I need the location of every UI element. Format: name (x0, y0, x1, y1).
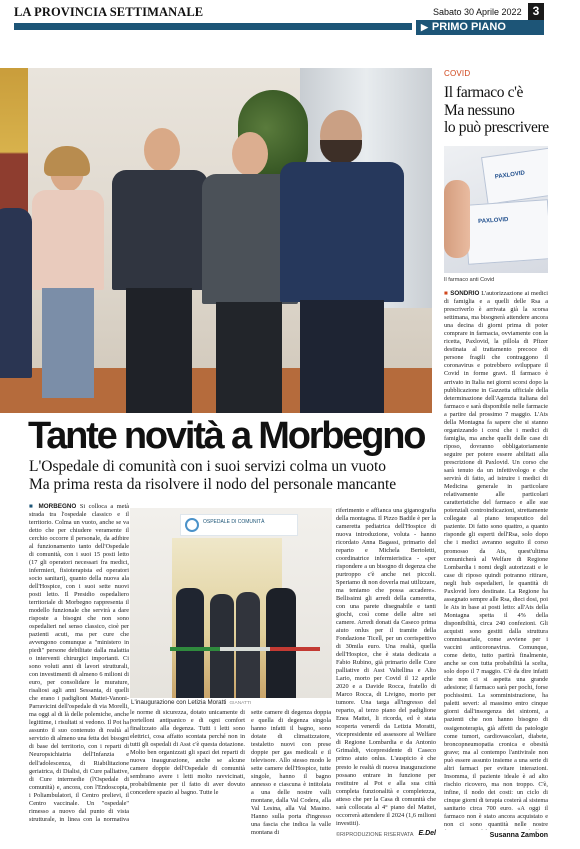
article-column-1 (29, 503, 129, 823)
article-column-4: riferimento e affianca una giganografia della montagna. Il Pizzo Badile è per la cameretta pediatrica dell'Hospice di nuova introduzione, voluta - hanno ricordato Anna Bagassi, primario del reparto e Michela Bertoletti, coordinatrice infermieristica - «per rispondere a un bisogno di degenza che purtroppo c'è anche nei piccoli. Speriamo di non doverla mai utilizzare, ma teniamo che possa accadere». Bellissimi gli arredi della cameretta, con una parete disegnabile e tanti giochi, così come delle altre sei camere. Arredi donati da Caseco prima aiuto onlus per il tramite della Fondazione Ticell, per un corrispettivo di 30mila euro. Una realtà, quella dell'Hospice, che è stata dedicata a Fabio Rubino, già primario delle Cure palliative di Asst Valtellina e Alto Lario, morto per Covid il 12 aprile 2020 e a Davide Rocca, fratello di Marco Rocca, di Livigno, morto per tumore. Una targa all'ingresso del reparto, al terzo piano del padiglione Enea Mattei, li ricorda, ed è stata scoperta venerdì da Letizia Moratti, vicepresidente ed assessore al Welfare di Regione Lombardia e da Antonio Grimaldi, vicepresidente di Caseco primo aiuto onlus. L'auspicio è che presto le realtà di nuova inaugurazione possano entrare in funzione per restituire al Pot e alla sua città completa funzionalità e completezza, atteso che per la Casa di comunità che sarà collocata al 4° piano del Mattei, occorrerà attendere il 2024 (1,6 milioni investiti). (336, 507, 436, 827)
tricolor-ribbon (170, 647, 320, 651)
drug-photo (444, 146, 548, 273)
photo-credit: GIANATTI (229, 701, 252, 706)
hospital-sign-text: OSPEDALE DI COMUNITÀ (203, 519, 265, 525)
reproduction-notice: ©RIPRODUZIONE RISERVATA (336, 832, 414, 838)
sidebar-headline-line: Ma nessuno (444, 101, 515, 119)
section-banner (416, 20, 544, 35)
article-author: E.Del (418, 830, 436, 837)
inauguration-photo (130, 508, 332, 698)
sidebar-section-label: COVID (444, 69, 471, 78)
hospital-sign (180, 514, 298, 536)
masthead-rule (14, 23, 412, 30)
hospital-logo-icon (185, 518, 199, 532)
subhead-line: L'Ospedale di comunità con i suoi servizi colma un vuoto (29, 458, 387, 475)
person (266, 588, 296, 698)
page-number: 3 (528, 3, 544, 20)
main-group-photo (0, 68, 432, 413)
section-name: PRIMO PIANO (431, 21, 506, 33)
drug-brand-front: PAXLOVID (478, 216, 509, 226)
drug-brand-back: PAXLOVID (494, 170, 526, 181)
caption-text: L'inaugurazione con Letizia Moratti (131, 699, 227, 706)
photo-caption (131, 699, 331, 706)
dateline: ■ MORBEGNO (29, 503, 76, 510)
sidebar-headline (444, 84, 554, 137)
drug-box-front (464, 199, 548, 265)
article-headline: Tante novità a Morbegno (28, 415, 425, 457)
article-text: Si colloca a metà strada tra l'ospedale classico e il territorio. Colma un vuoto, anche se va detto che per chiudere veramente il cerchio occorre il personale, da adibire al funzionamento tanto dell'Ospedale di comunità, con i suoi 15 posti letto (17 gli operatori necessari fra medici, infermieri, fisioterapista ed operatori socio sanitari), quanto della nuova ala dell'Hospice, con i suoi sette nuovi posti letto. Il Presidio ospedaliero territoriale di Morbegno rappresenta il modello funzionale che servirà a dare risposte a bisogni che non sono ospedalieri nel senso classico, cioè per pazienti acuti, ma per cure che avvengono comunque a "ministero in piedi" persone debilitate dalla malattia o interventi chirurgici importanti. Ci sono voluti anni di lavori strutturali, con investimenti di almeno 6 milioni di euro, per consolidare le murature, risaliosi agli anni Sessanta, di quelli che erano i padiglioni Mattei-Vanoni-Parravicini dell'ospedale di via Morelli, ma oggi al di là delle polemiche, anche legittime, i risultati si vedono. Il Pot ha assunto il suo contenuto di realtà al servizio di almeno una fetta dei bisogni di base del territorio, con i reparti di Neuropsichiatria dell'Infanzia e dell'adolescenza, di Riabilitazione geriatrica, di Dialisi, di Cure palliative, di Cure intermedie (l'Ospedale di comunità) e, ancora, con l'Endoscopia, i Poliambulatori, il Centro prelievi, il Centro vaccinale. Un "ospedale" rimesso a nuovo dal punto di vista strutturale, in linea con la normativa (29, 503, 129, 823)
article-column-2: le norme di sicurezza, dotato unicamente di portelloni antipanico e di ogni comfort finalizzato alla degenza. Tutti i letti sono elettrici, cosa affatto scontata perché non in tutti gli ospedali di Asst c'è questa dotazione. Molto ben organizzati gli spazi dei reparti di nuova inaugurazione, anche se alcune camere doppie dell'Ospedale di comunità sembrano avere i letti molto ravvicinati, probabilmente per il fatto di aver dovuto concedere spazio al bagno. Tutte le (130, 709, 245, 797)
subhead-line: Ma prima resta da risolvere il nodo del personale mancante (29, 476, 397, 493)
arrow-right-icon: ▶ (421, 22, 428, 32)
sidebar-author: Susanna Zambon (489, 832, 548, 839)
sidebar-headline-line: lo può prescrivere (444, 119, 549, 136)
sidebar-photo-caption: Il farmaco anti Covid (444, 277, 495, 283)
sidebar-text (444, 290, 548, 830)
drug-box-back (481, 147, 548, 205)
sidebar-body: L'autorizzazione ai medici di famiglia e a quelli delle Rsa a prescriverlo è arrivata già la scorsa settimana, ma bisognerà attendere ancora una decina di giorni prima di poter comprare in farmacia, ovviamente con la ricetta, Paxlovid, la pillola di Pfizer destinata al trattamento precoce di persone fragili che contraggono il coronavirus e potrebbero sviluppare il Covid in forme gravi. Il farmaco è arrivato in Italia nei giorni scorsi dopo la pubblicazione in Gazzetta ufficiale della determinazione dell'Agenzia italiana del farmaco e sarà disponibile nelle farmacie a partire dal prossimo 7 maggio. L'Ats della Montagna fa sapere che si stanno organizzando i corsi che i medici di famiglia, ma anche quelli delle case di riposo, dovranno obbligatoriamente seguire per potere essere abilitati alla prescrizione di Paxlovid. Un corso che sarà tenuto da un infettivologo e che servirà di fatto, ad istruire i medici di Medicina generale in particolare relativamente alle particolari caratteristiche del farmaco e alle sue potenziali controindicazioni, strettamente collegate al piano terapeutico del paziente. Di fatto sono quattro, a quanto risponde gli esperti dell'Rsa, solo dopo che i medici avranno seguito il corso promosso da Ats, quest'ultima comunicherà al Welfare di Regione Lombardia i nomi degli autorizzati e le case di riposo quindi potranno ritirare, negli hub ospedalieri, le quantità di Paxlovid loro destinate. La Regione ha assegnato sempre alle Rsa, dieci dosi, poi le Ats in base ai posti letto: all'Ats della Montagna spetta il 4% della disponibilità, circa 240 confezioni. Gli acquisti sono gestiti dalla struttura commissariale, come avviene per i vaccini anticoronavirus. Comunque, come detto, tutto partirà finalmente, anche se con tutta probabilità la scelta, solo dopo il 7 maggio. C'è da dire infatti che non ci si aspetta una grande adesione; il farmaco sarà per pochi, forse pochissimi. La somministrazione, ha paletti severi: al massimo entro cinque giorni dall'insorgenza dei sintomi, a pazienti che non hanno bisogno di ossigenoterapia, già affetti da patologie come tumori, cardiovascolari, diabete, broncopneumopatia cronica e obesità grave; ma al contempo l'antivirale non può essere assunto insieme a una serie di altri farmaci per evitare interazioni. Insomma, il paziente ideale è ad alto rischio ricovero, ma non troppo. C'è, infine, il nodo dei costi: un ciclo di cinque giorni di terapia costerà al sistema sanitario circa 700 euro. «A oggi il farmaco non è stato ancora acquistato e non ci sono quantità nelle nostre (444, 290, 548, 829)
issue-date: Sabato 30 Aprile 2022 (433, 7, 522, 17)
person (176, 588, 204, 698)
article-signoff (336, 832, 436, 838)
person (210, 594, 234, 698)
hand (444, 180, 470, 258)
article-column-3: sette camere di degenza doppia e quella di degenza singola hanno infatti il bagno, sono dotate di climatizzatore, testaletto nuovi con prese doppie per gas medicali e il televisore. Allo stesso modo le sette camere dell'Hospice, tutte singole, hanno il bagno annesso e ciascuna è intitolata a una delle nostre valli montane, dalla Val Codera, alla Val Lesina, alla Val Masino. Hanno sulla porta d'ingresso una fascia che indica la valle montana di (251, 709, 331, 837)
newspaper-title: LA PROVINCIA SETTIMANALE (14, 5, 204, 19)
sidebar-dateline: ■ SONDRIO (444, 290, 479, 297)
sidebar-headline-line: Il farmaco c'è (444, 84, 523, 101)
article-subheadline (29, 458, 439, 494)
person (236, 592, 260, 698)
